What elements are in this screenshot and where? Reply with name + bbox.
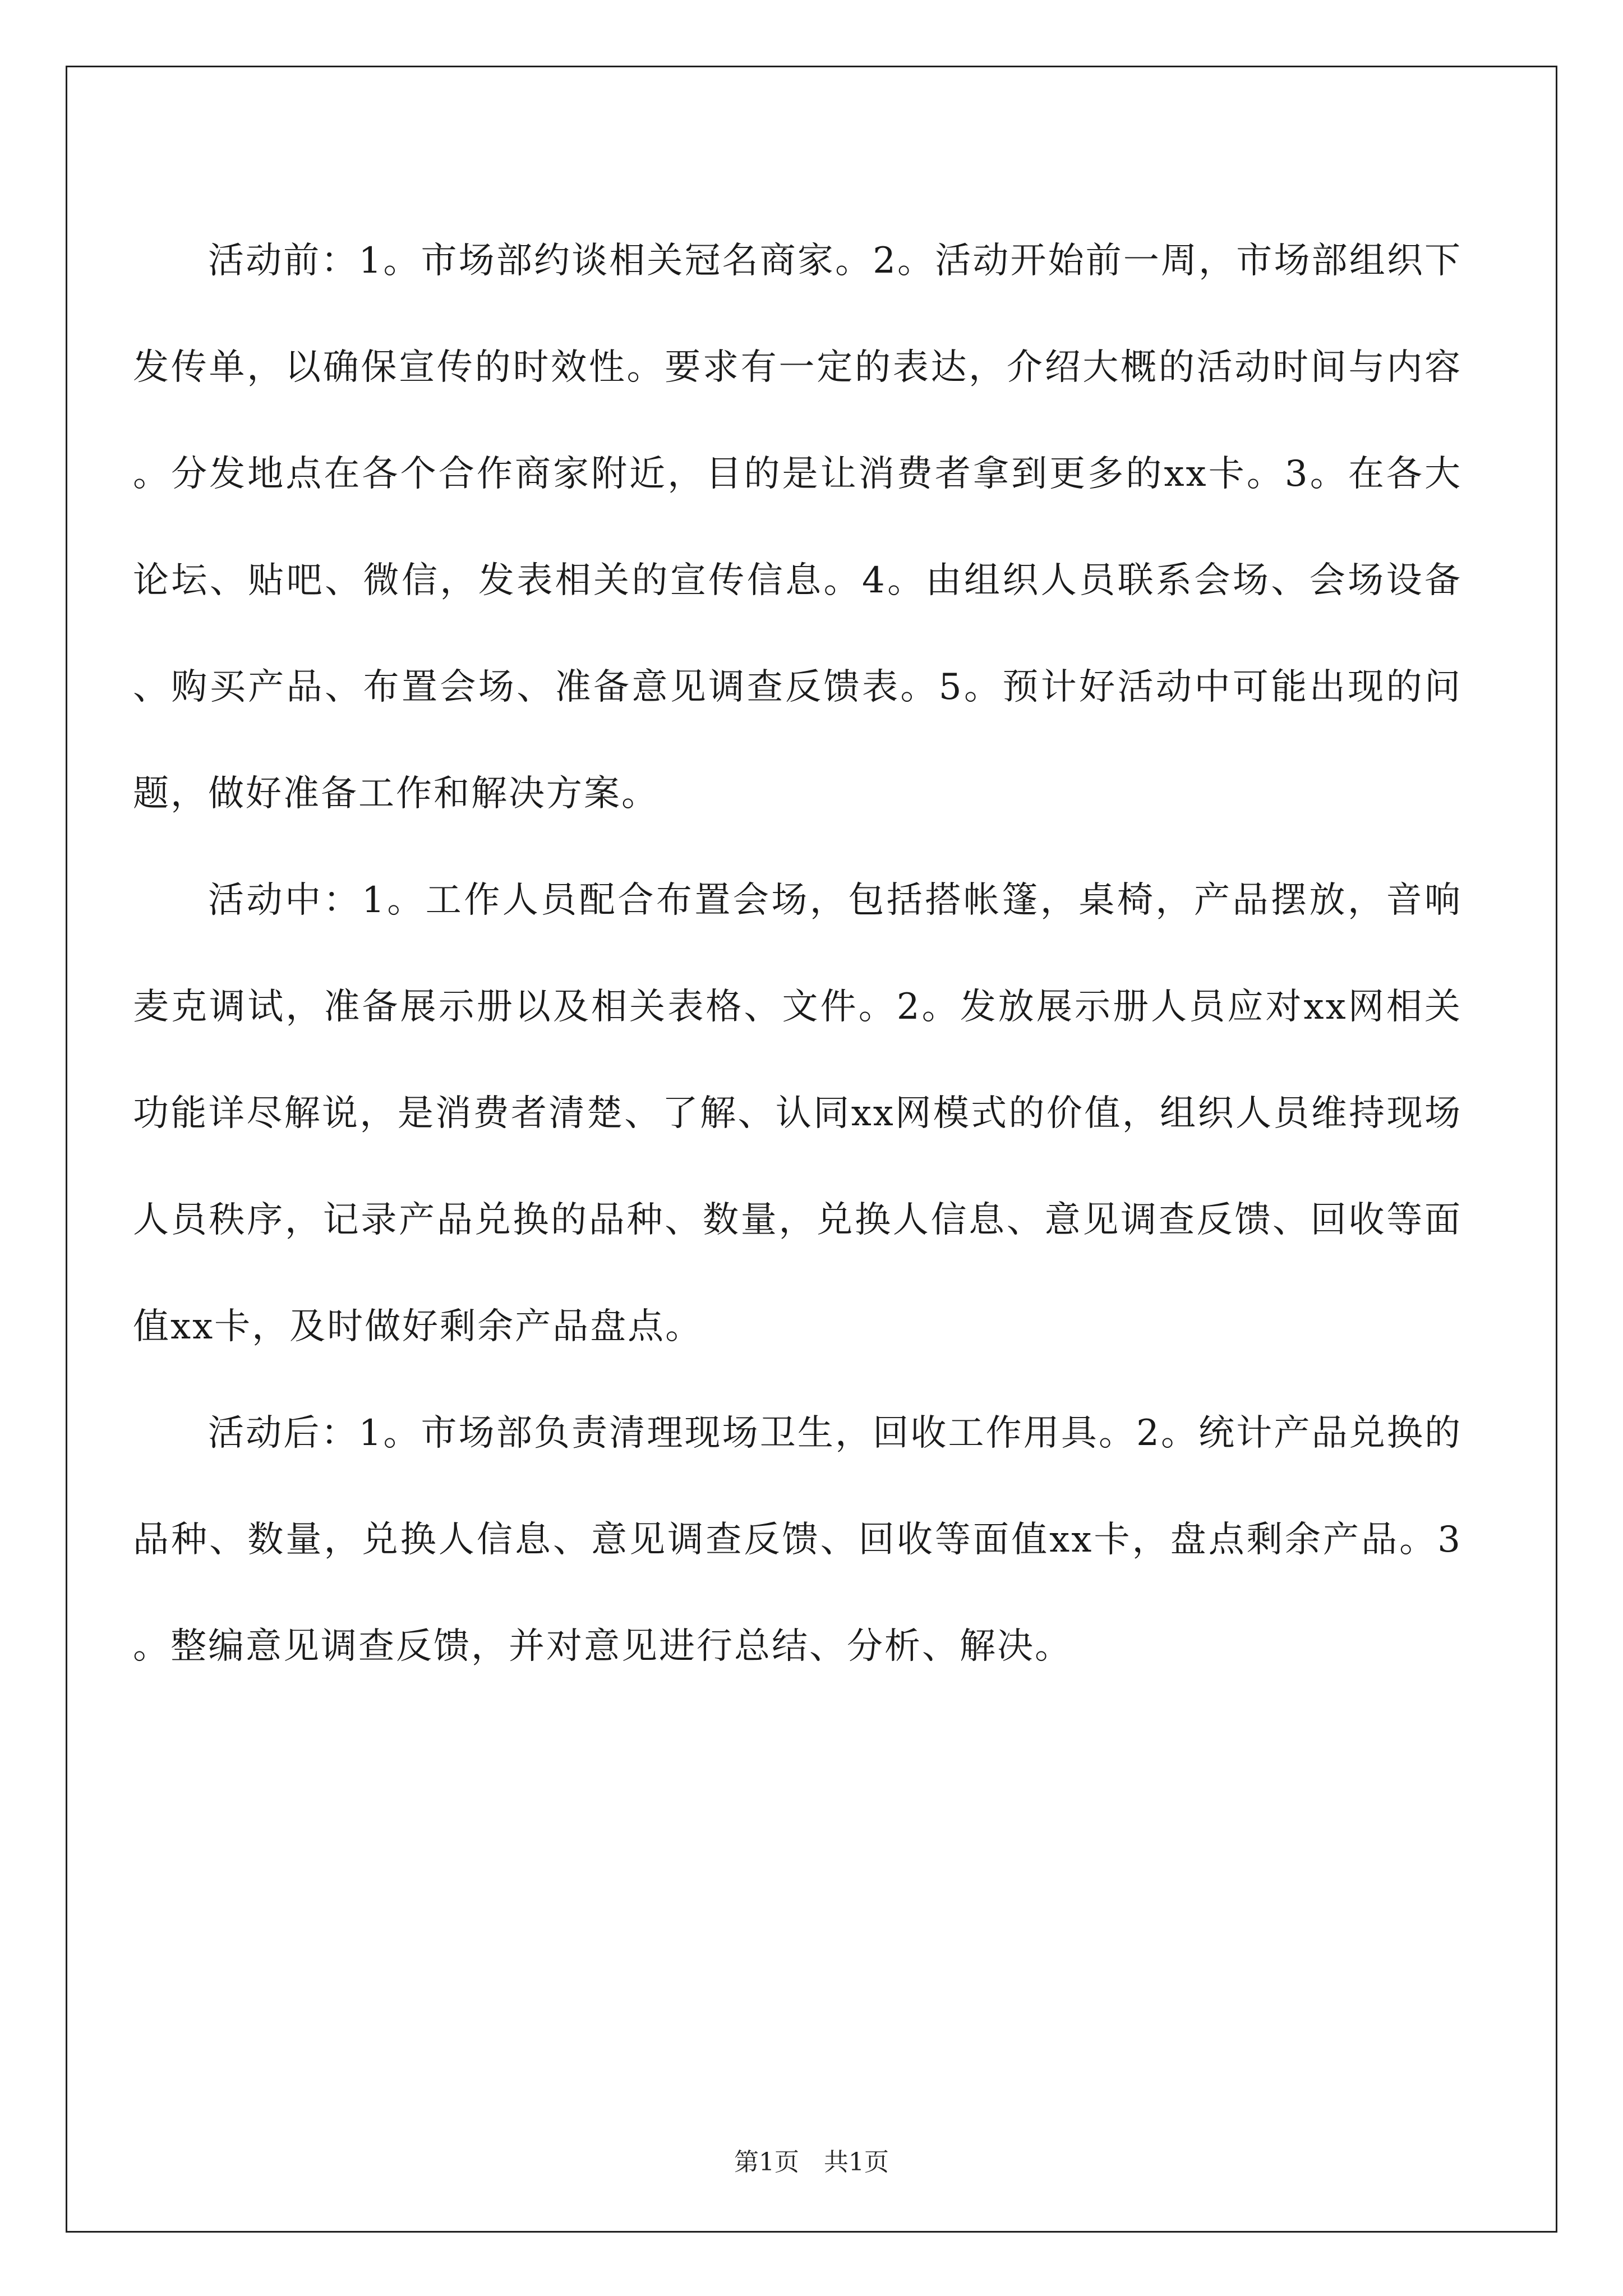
paragraph-during-event: 活动中：1。工作人员配合布置会场，包括搭帐篷，桌椅，产品摆放，音响麦克调试，准备展示册以及相关表格、文件。2。发放展示册人员应对xx网相关功能详尽解说，是消费者清楚、了解、认同xx网模式的价值，组织人员维持现场人员秩序，记录产品兑换的品种、数量，兑换人信息、意见调查反馈、回收等面值xx卡，及时做好剩余产品盘点。 [133,880,1462,1347]
paragraph-before-event: 活动前：1。市场部约谈相关冠名商家。2。活动开始前一周，市场部组织下发传单，以确保宣传的时效性。要求有一定的表达，介绍大概的活动时间与内容。分发地点在各个合作商家附近，目的是让消费者拿到更多的xx卡。3。在各大论坛、贴吧、微信，发表相关的宣传信息。4。由组织人员联系会场、会场设备、购买产品、布置会场、准备意见调查反馈表。5。预计好活动中可能出现的问题，做好准备工作和解决方案。 [133,240,1462,815]
document-body [133,208,1462,1700]
paragraph-after-event: 活动后：1。市场部负责清理现场卫生，回收工作用具。2。统计产品兑换的品种、数量，兑换人信息、意见调查反馈、回收等面值xx卡，盘点剩余产品。3。整编意见调查反馈，并对意见进行总结、分析、解决。 [133,1412,1462,1667]
page-number-footer: 第1页 共1页 [734,2148,889,2177]
